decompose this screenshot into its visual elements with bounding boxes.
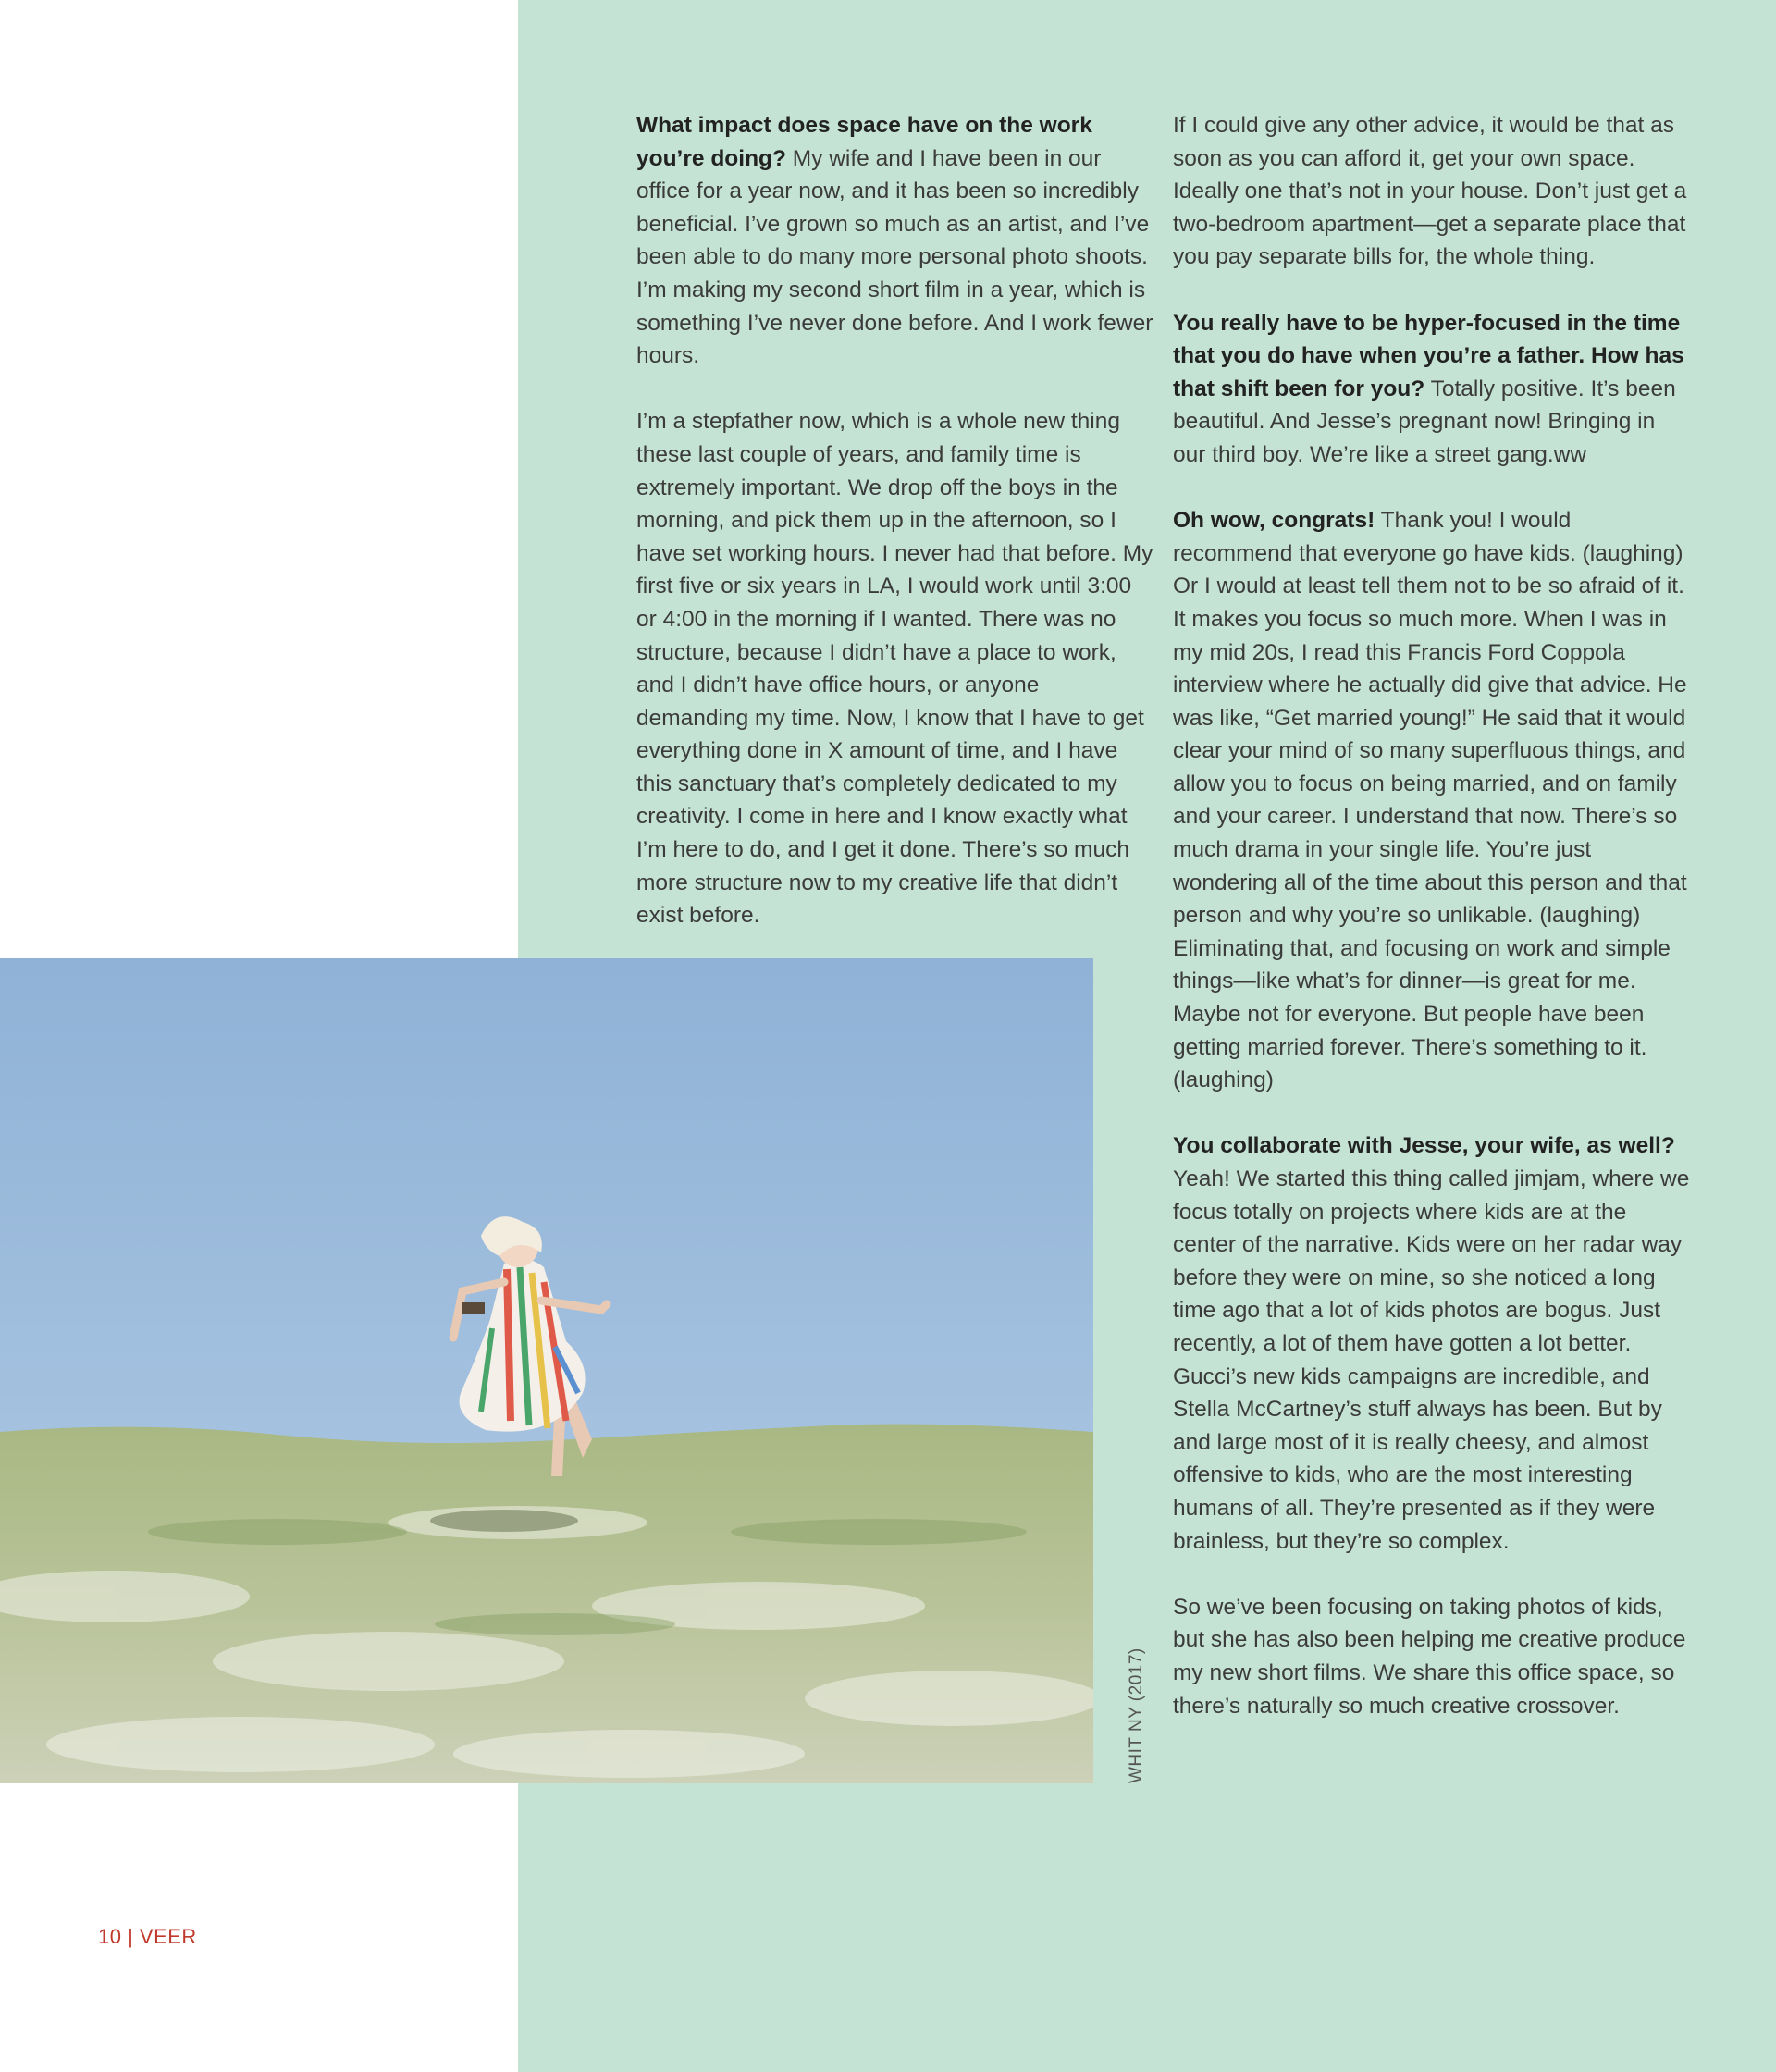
interview-question: What impact does space have on the work you’re doing?	[636, 113, 1092, 171]
interview-column-left	[636, 109, 1154, 965]
interview-answer: My wife and I have been in our office for a year now, and it has been so incredibly beneficial. I’ve grown so much as an artist, and I’ve been able to do many more personal photo shoots. I’m making my second short film in a year, which is something I’ve never done before. And I work fewer hours.	[636, 145, 1153, 369]
paragraph	[1173, 504, 1691, 1097]
paragraph	[1173, 307, 1691, 472]
interview-answer: Yeah! We started this thing called jimjam, where we focus totally on projects where kids are at the center of the narrative. Kids were on her radar way before they were on mine, so she noticed a long time ago that a lot of kids photos are bogus. Just recently, a lot of them have gotten a lot better. Gucci’s new kids campaigns are incredible, and Stella McCartney’s stuff always has been. But by and large most of it is really cheesy, and almost offensive to kids, who are the most interesting humans of all. They’re presented as if they were brainless, but they’re so complex.	[1173, 1166, 1690, 1554]
interview-answer: Totally positive. It’s been beautiful. And Jesse’s pregnant now! Bringing in our third boy. We’re like a street gang.ww	[1173, 376, 1676, 467]
paragraph: So we’ve been focusing on taking photos of kids, but she has also been helping me creative produce my new short films. We share this office space, so there’s naturally so much creative crossover.	[1173, 1594, 1686, 1719]
shadow	[430, 1510, 578, 1532]
paragraph	[636, 109, 1154, 373]
interview-answer: Thank you! I would recommend that everyone go have kids. (laughing) Or I would at least tell them not to be so afraid of it. It makes you focus so much more. When I was in my mid 20s, I read this Francis Ford Coppola interview where he actually did give that advice. He was like, “Get married young!” He said that it would clear your mind of so many superfluous things, and allow you to focus on being married, and on family and your career. I understand that now. There’s so much drama in your single life. You’re just wondering all of the time about this person and that person and why you’re so unlikable. (laughing) Eliminating that, and focusing on work and simple things—like what’s for dinner—is great for me. Maybe not for everyone. But people have been getting married forever. There’s something to it. (laughing)	[1173, 508, 1687, 1093]
interview-question: You really have to be hyper-focused in the time that you do have when you’re a father. How has that shift been for you?	[1173, 310, 1684, 401]
paragraph: I’m a stepfather now, which is a whole new thing these last couple of years, and family time is extremely important. We drop off the boys in the morning, and pick them up in the afternoon, so I have set working hours. I never had that before. My first five or six years in LA, I would work until 3:00 or 4:00 in the morning if I wanted. There was no structure, because I didn’t have a place to work, and I didn’t have office hours, or anyone demanding my time. Now, I know that I have to get everything done in X amount of time, and I have this sanctuary that’s completely dedicated to my creativity. I come in here and I know exactly what I’m here to do, and I get it done. There’s so much more structure now to my creative life that didn’t exist before.	[636, 409, 1153, 929]
interview-question: Oh wow, congrats!	[1173, 508, 1375, 534]
photo-caption: WHIT NY (2017)	[1127, 1647, 1146, 1783]
page-folio: 10 | VEER	[98, 1925, 197, 1948]
paragraph: If I could give any other advice, it would be that as soon as you can afford it, get your own space. Ideally one that’s not in your house. Don’t just get a two-bedroom apartment—get a separate place that you pay separate bills for, the whole thing.	[1173, 113, 1687, 270]
interview-column-right	[1173, 109, 1691, 1756]
interview-question: You collaborate with Jesse, your wife, as well?	[1173, 1133, 1675, 1159]
paragraph	[1173, 1129, 1691, 1558]
meadow-photo	[0, 958, 1093, 1783]
